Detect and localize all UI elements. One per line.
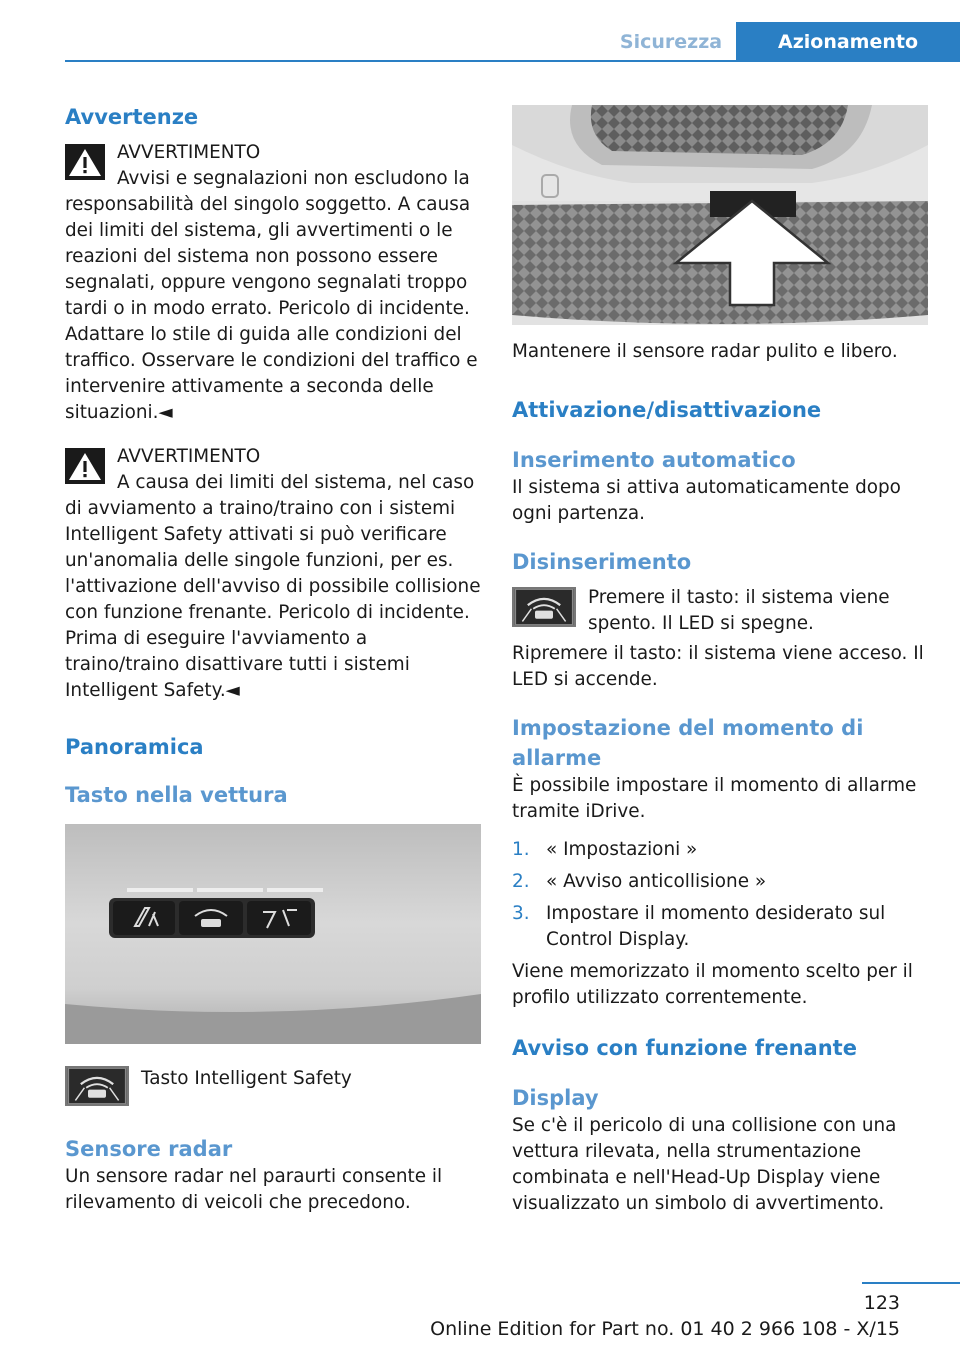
left-column — [65, 100, 481, 1216]
warning-text-1: Avvisi e segnalazioni non escludono la responsabilità del singolo soggetto. A causa dei limiti del sistema, gli avvertimenti o le reazioni del sistema non possono essere segnalati, oppure vengono segnalati troppo tardi o in modo errato. Pericolo di incidente. Adattare lo stile di guida alle condizioni del traffico. Osservare le condizioni del traffico e intervenire attivamente a seconda delle situazioni.◄ — [65, 168, 478, 423]
button-caption-row — [65, 1064, 481, 1108]
intelligent-safety-icon — [512, 587, 576, 627]
header-section-tab[interactable]: Sicurezza — [619, 31, 723, 53]
sensore-text: Un sensore radar nel paraurti consente il rilevamento di veicoli che precedono. — [65, 1166, 443, 1213]
display-text: Se c'è il pericolo di una collisione con una vettura rilevata, nella strumentazione combinata e nell'Head-Up Display viene visualizzato un simbolo di avvertimento. — [512, 1115, 897, 1214]
intelligent-safety-icon — [65, 1066, 129, 1106]
warning-block-2 — [65, 444, 481, 704]
button-panel-illustration — [65, 824, 481, 1044]
photo-caption: Mantenere il sensore radar pulito e libero. — [512, 341, 898, 362]
avvertenze-heading: Avvertenze — [65, 105, 199, 129]
tasto-heading: Tasto nella vettura — [65, 783, 288, 807]
warning-label-2: AVVERTIMENTO — [117, 446, 261, 467]
list-item: 1. « Impostazioni » — [512, 839, 698, 860]
radar-sensor-photo — [512, 105, 928, 325]
radar-sensor-illustration — [512, 105, 928, 325]
memorizzato-text: Viene memorizzato il momento scelto per il profilo utilizzato correntemente. — [512, 961, 913, 1008]
display-heading: Display — [512, 1086, 599, 1110]
disinserimento-text: Premere il tasto: il sistema viene spento. Il LED si spegne. — [588, 587, 890, 634]
edition-note: Online Edition for Part no. 01 40 2 966 108 - X/15 — [430, 1318, 900, 1340]
inserimento-text: Il sistema si attiva automaticamente dopo ogni partenza. — [512, 477, 901, 524]
right-column — [512, 105, 928, 1217]
avviso-heading: Avviso con funzione frenante — [512, 1036, 857, 1060]
warning-label-1: AVVERTIMENTO — [117, 142, 261, 163]
inserimento-heading: Inserimento automatico — [512, 448, 796, 472]
button-caption: Tasto Intelligent Safety — [141, 1068, 352, 1089]
warning-triangle-icon — [65, 144, 105, 180]
page-number: 123 — [863, 1292, 900, 1314]
footer-rule — [862, 1282, 960, 1284]
list-item: 2. « Avviso anticollisione » — [512, 871, 767, 892]
button-panel-photo — [65, 824, 481, 1044]
page-header — [65, 22, 960, 62]
steps-list — [512, 837, 928, 953]
list-item: 3. Impostare il momento desiderato sul Control Display. — [512, 903, 886, 950]
sensore-heading: Sensore radar — [65, 1137, 233, 1161]
disinserimento-row — [512, 585, 928, 637]
page-footer — [0, 1282, 960, 1362]
header-chapter-tab[interactable]: Azionamento — [736, 22, 960, 62]
warning-block-1 — [65, 140, 481, 426]
attivazione-heading: Attivazione/disattivazione — [512, 398, 822, 422]
impostazione-heading: Impostazione del momento di allarme — [512, 716, 864, 770]
warning-triangle-icon — [65, 448, 105, 484]
ripremere-text: Ripremere il tasto: il sistema viene acceso. Il LED si accende. — [512, 643, 924, 690]
warning-text-2: A causa dei limiti del sistema, nel caso di avviamento a traino/traino con i sistemi Intelligent Safety attivati si può verificare un'anomalia delle singole funzioni, per es. l'attivazione dell'avviso di possibile collisione con funzione frenante. Pericolo di incidente. Prima di eseguire l'avviamento a traino/traino disattivare tutti i sistemi Intelligent Safety.◄ — [65, 472, 481, 701]
panoramica-heading: Panoramica — [65, 735, 204, 759]
disinserimento-heading: Disinserimento — [512, 550, 692, 574]
impostazione-text: È possibile impostare il momento di allarme tramite iDrive. — [512, 775, 917, 822]
